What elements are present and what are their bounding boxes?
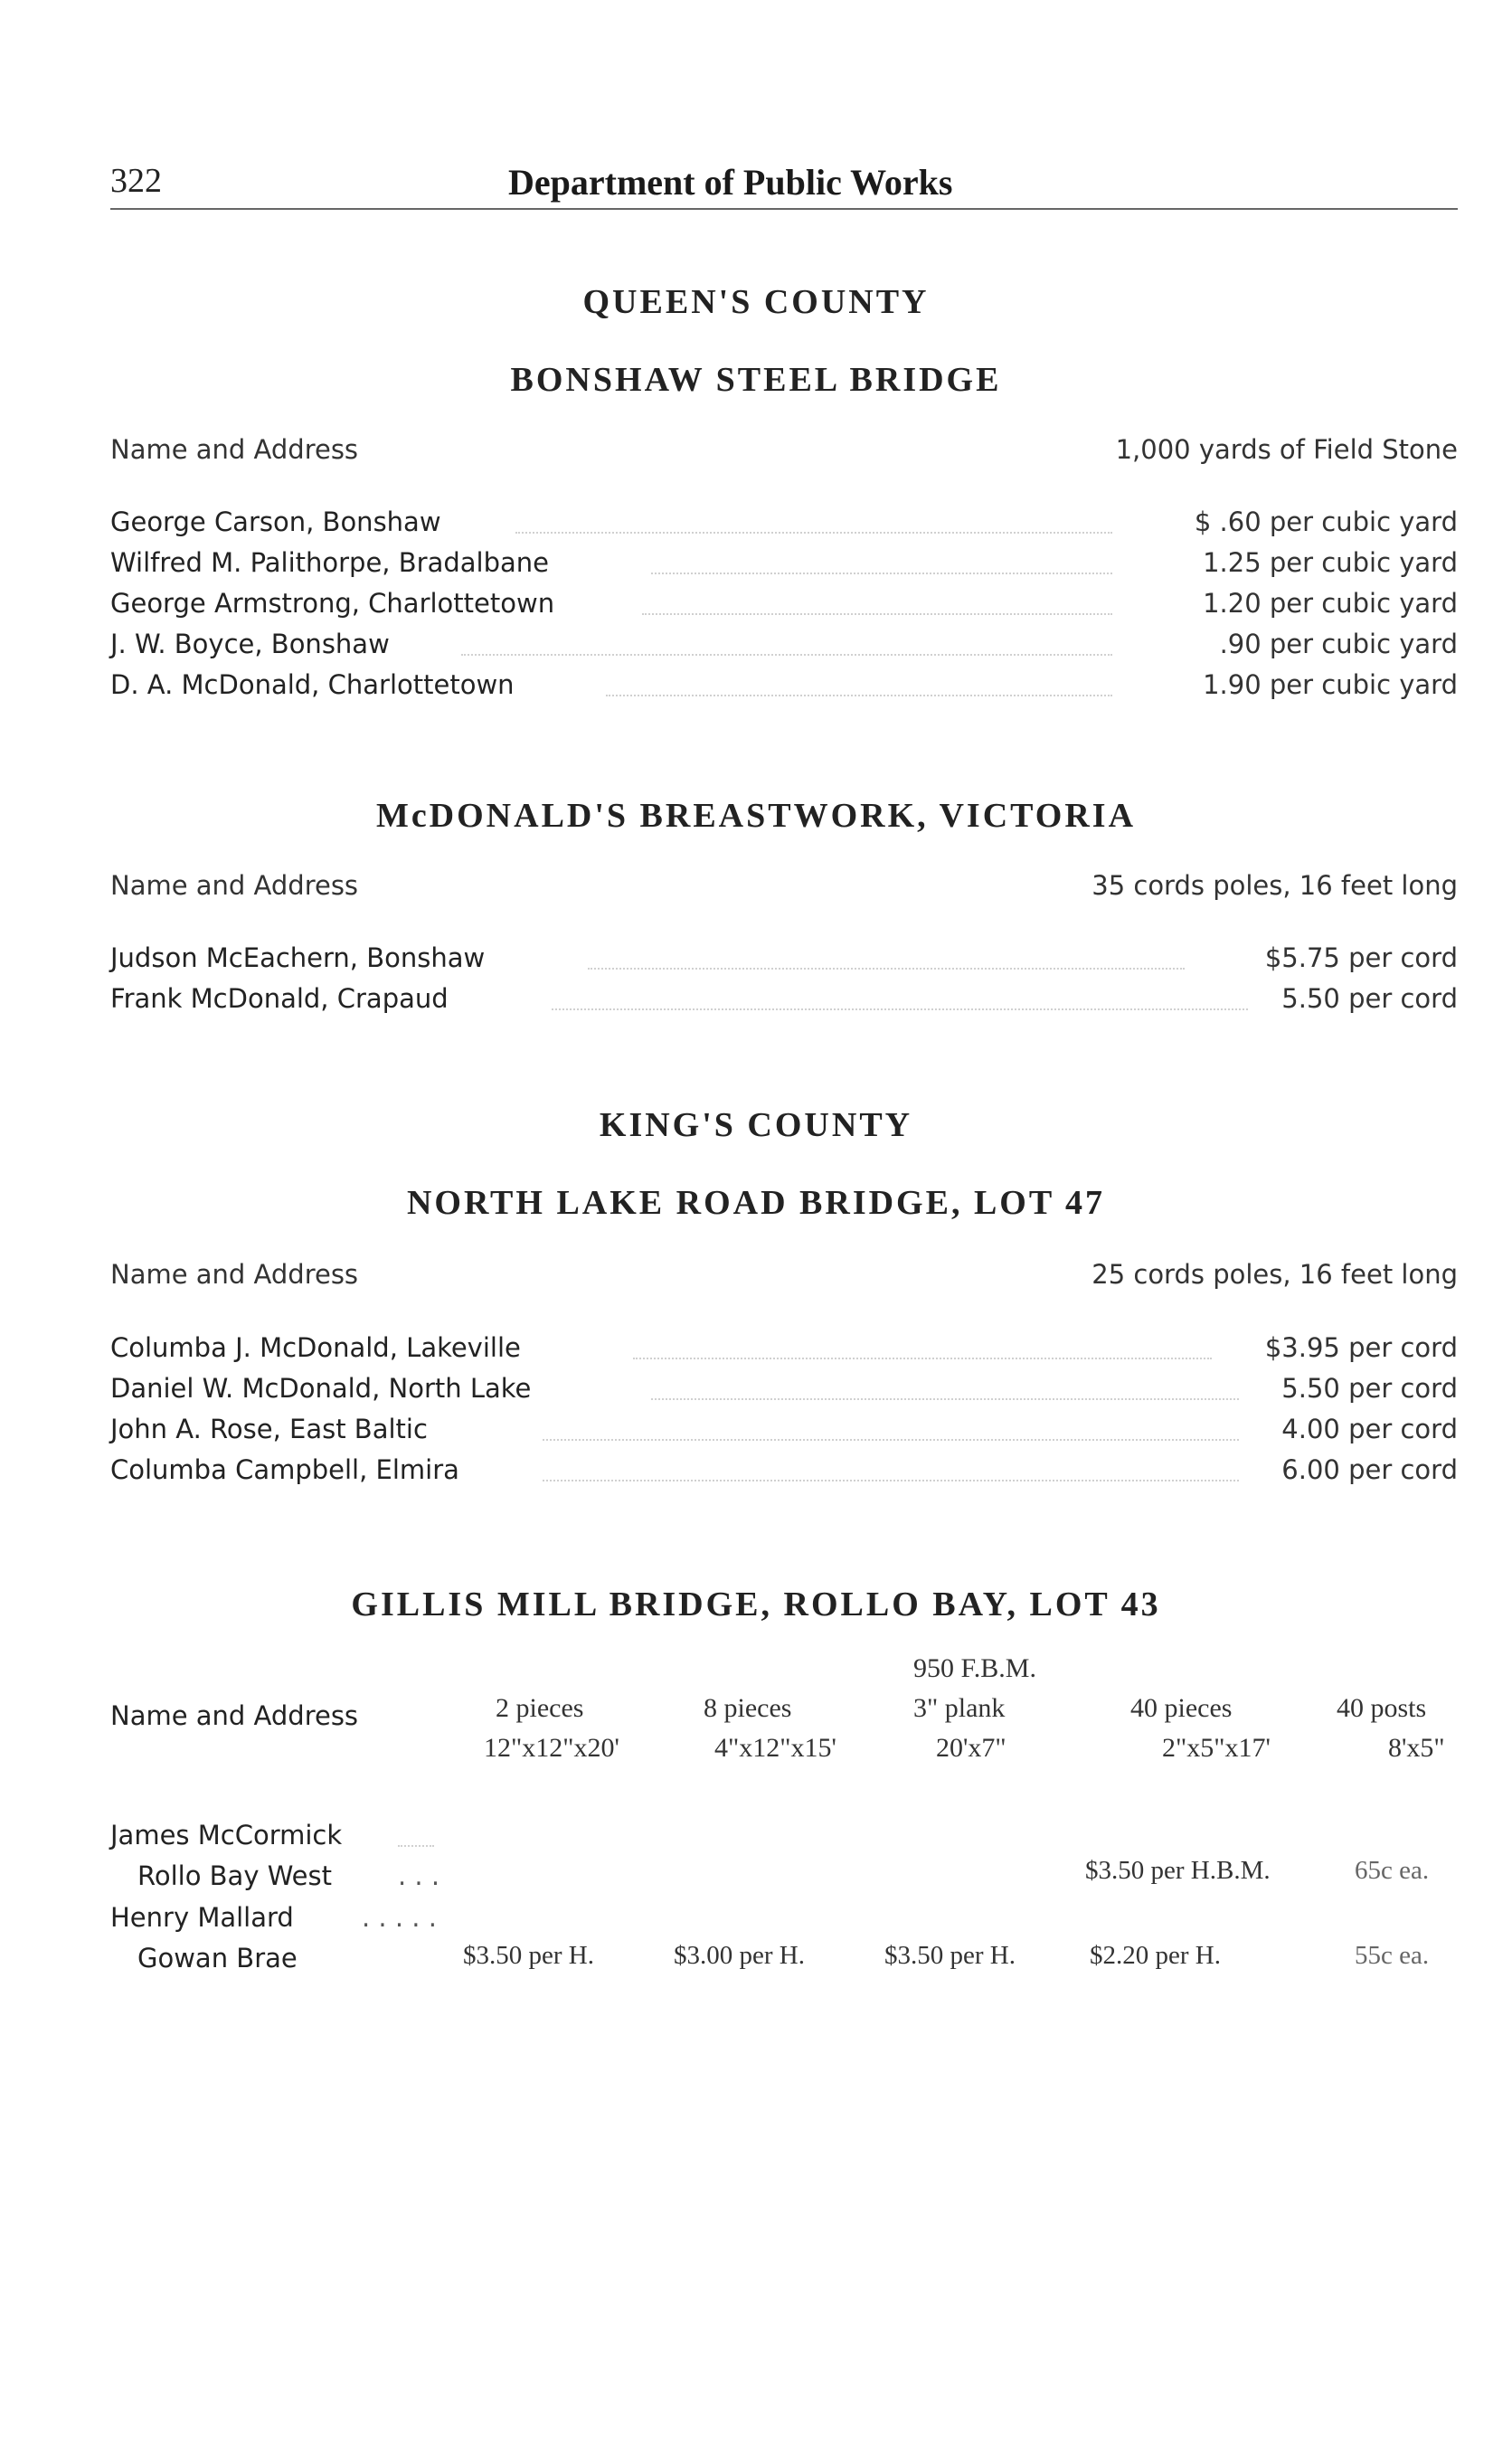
list-item-name: Columba J. McDonald, Lakeville xyxy=(110,1332,521,1363)
table-cell-price: $3.50 per H. xyxy=(884,1941,1016,1970)
list-item-name: Wilfred M. Palithorpe, Bradalbane xyxy=(110,547,549,578)
table-cell-price: $2.20 per H. xyxy=(1090,1941,1221,1970)
fbm-header: 950 F.B.M. xyxy=(913,1653,1036,1683)
list-item-price: 1.25 per cubic yard xyxy=(1203,547,1458,578)
list-item-name: Daniel W. McDonald, North Lake xyxy=(110,1373,532,1404)
column-header-pieces-12x12: 2 pieces xyxy=(496,1693,584,1723)
county-heading-kings: KING'S COUNTY xyxy=(599,1106,913,1144)
list-item-price: $5.75 per cord xyxy=(1264,942,1458,973)
county-heading-queens: QUEEN'S COUNTY xyxy=(582,283,930,321)
column-header-material: 25 cords poles, 16 feet long xyxy=(1091,1259,1458,1290)
table-cell-price: 65c ea. xyxy=(1355,1856,1430,1885)
running-head xyxy=(110,161,1458,210)
list-item-name: George Carson, Bonshaw xyxy=(110,506,441,537)
column-header-dims: 2"x5"x17' xyxy=(1162,1733,1271,1763)
column-header-name: Name and Address xyxy=(110,1259,359,1290)
dot-leader xyxy=(642,613,1112,615)
dot-leader xyxy=(543,1480,1239,1481)
list-item-price: 1.20 per cubic yard xyxy=(1203,588,1458,619)
column-header-dims: 20'x7" xyxy=(936,1733,1006,1763)
list-item-name: Columba Campbell, Elmira xyxy=(110,1454,459,1485)
column-header-name: Name and Address xyxy=(110,1700,359,1731)
list-item-price: 4.00 per cord xyxy=(1281,1414,1458,1444)
dot-leader: . . . . . xyxy=(362,1902,437,1933)
column-header-name: Name and Address xyxy=(110,870,359,901)
list-item-name: J. W. Boyce, Bonshaw xyxy=(110,629,390,659)
column-header-dims: 12"x12"x20' xyxy=(484,1733,619,1763)
dot-leader xyxy=(651,1398,1239,1400)
section-title-gillis-mill: GILLIS MILL BRIDGE, ROLLO BAY, LOT 43 xyxy=(351,1585,1161,1623)
list-item-name: George Armstrong, Charlottetown xyxy=(110,588,555,619)
table-row-address: Rollo Bay West xyxy=(137,1860,333,1891)
column-header-pieces-2x5: 40 pieces xyxy=(1130,1693,1233,1723)
table-cell-price: $3.00 per H. xyxy=(674,1941,805,1970)
column-header-plank: 3" plank xyxy=(913,1693,1006,1723)
dot-leader xyxy=(651,573,1112,574)
list-item-price: 6.00 per cord xyxy=(1281,1454,1458,1485)
list-item-name: Judson McEachern, Bonshaw xyxy=(110,942,486,973)
column-header-name: Name and Address xyxy=(110,434,359,465)
column-header-pieces-4x12: 8 pieces xyxy=(704,1693,792,1723)
running-title: Department of Public Works xyxy=(508,162,953,203)
dot-leader xyxy=(633,1358,1212,1359)
list-item-price: $3.95 per cord xyxy=(1264,1332,1458,1363)
table-row-name: Henry Mallard xyxy=(110,1902,294,1933)
dot-leader xyxy=(461,654,1112,656)
column-header-dims: 4"x12"x15' xyxy=(714,1733,836,1763)
list-item-name: Frank McDonald, Crapaud xyxy=(110,983,449,1014)
dot-leader: . . . xyxy=(398,1860,440,1891)
list-item-price: 5.50 per cord xyxy=(1281,1373,1458,1404)
list-item-price: .90 per cubic yard xyxy=(1219,629,1458,659)
table-row-name: James McCormick xyxy=(110,1820,343,1850)
dot-leader xyxy=(552,1008,1248,1010)
dot-leader xyxy=(588,968,1185,970)
page-number: 322 xyxy=(110,162,162,200)
dot-leader xyxy=(543,1439,1239,1441)
table-cell-price: $3.50 per H.B.M. xyxy=(1085,1856,1271,1885)
table-cell-price: $3.50 per H. xyxy=(463,1941,594,1970)
dot-leader xyxy=(398,1845,434,1847)
column-header-material: 35 cords poles, 16 feet long xyxy=(1091,870,1458,901)
column-header-posts: 40 posts xyxy=(1337,1693,1427,1723)
dot-leader xyxy=(606,695,1112,696)
section-title-mcdonald-breastwork: McDONALD'S BREASTWORK, VICTORIA xyxy=(375,797,1137,835)
section-title-north-lake: NORTH LAKE ROAD BRIDGE, LOT 47 xyxy=(406,1184,1106,1222)
list-item-price: 5.50 per cord xyxy=(1281,983,1458,1014)
section-title-bonshaw: BONSHAW STEEL BRIDGE xyxy=(510,361,1002,399)
list-item-name: John A. Rose, East Baltic xyxy=(110,1414,428,1444)
list-item-name: D. A. McDonald, Charlottetown xyxy=(110,669,515,700)
column-header-dims: 8'x5" xyxy=(1388,1733,1445,1763)
list-item-price: $ .60 per cubic yard xyxy=(1194,506,1458,537)
list-item-price: 1.90 per cubic yard xyxy=(1203,669,1458,700)
dot-leader xyxy=(515,532,1112,534)
column-header-material: 1,000 yards of Field Stone xyxy=(1115,434,1458,465)
table-cell-price: 55c ea. xyxy=(1355,1941,1430,1970)
table-row-address: Gowan Brae xyxy=(137,1943,298,1973)
